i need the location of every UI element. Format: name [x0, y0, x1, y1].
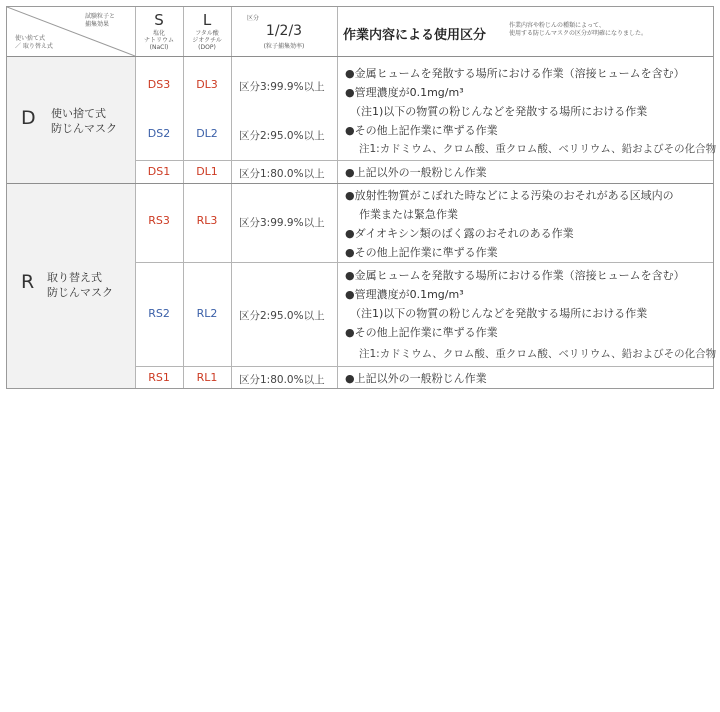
r-work-top-line2: 作業または緊急作業 — [359, 208, 458, 221]
code-rl2: RL2 — [196, 307, 218, 320]
r-work-line3: （注1)以下の物質の粉じんなどを発散する場所における作業 — [350, 307, 648, 320]
col-divider-3 — [231, 7, 232, 388]
code-dl2: DL2 — [196, 127, 218, 140]
header-divider — [7, 56, 713, 57]
r-work-note: 注1:カドミウム、クロム酸、重クロム酸、ベリリウム、鉛およびその化合物 — [359, 348, 717, 360]
efficiency-d1: 区分1:80.0%以上 — [239, 168, 325, 180]
efficiency-r1: 区分1:80.0%以上 — [239, 374, 325, 386]
header-l-sub1: フタル酸 — [195, 30, 219, 37]
section-r-name1: 取り替え式 — [47, 271, 102, 284]
efficiency-d3: 区分3:99.9%以上 — [239, 81, 325, 93]
r-work-top-line4: ●その他上記作業に準ずる作業 — [345, 246, 498, 259]
r-work-general: ●上記以外の一般粉じん作業 — [345, 372, 487, 385]
d-work-line1: ●金属ヒュームを発散する場所における作業（溶接ヒュームを含む） — [345, 67, 685, 80]
efficiency-r2: 区分2:95.0%以上 — [239, 310, 325, 322]
col-divider-4 — [337, 7, 338, 388]
r-work-line4: ●その他上記作業に準ずる作業 — [345, 326, 498, 339]
col-divider-1 — [135, 7, 136, 388]
header-usage-title: 作業内容による使用区分 — [343, 28, 487, 43]
row-divider-r1 — [135, 262, 713, 263]
code-rs1: RS1 — [148, 371, 170, 384]
r-work-line2: ●管理濃度が0.1mg/m³ — [345, 288, 464, 301]
section-r-letter: R — [21, 271, 35, 293]
d-work-note: 注1:カドミウム、クロム酸、重クロム酸、ベリリウム、鉛およびその化合物 — [359, 143, 717, 155]
section-divider — [7, 183, 713, 184]
r-work-top-line1: ●放射性物質がこぼれた時などによる汚染のおそれがある区域内の — [345, 189, 674, 202]
r-work-top-line3: ●ダイオキシン類のばく露のおそれのある作業 — [345, 227, 574, 240]
code-ds3: DS3 — [147, 78, 171, 91]
row-divider-r2 — [135, 366, 713, 367]
header-s-sub1: 塩化 — [152, 30, 165, 37]
code-rl1: RL1 — [196, 371, 218, 384]
code-ds2: DS2 — [147, 127, 171, 140]
d-work-line2: ●管理濃度が0.1mg/m³ — [345, 86, 464, 99]
header-class-top: 区分 — [247, 15, 260, 22]
header-s-letter: S — [154, 11, 164, 29]
d-work-general: ●上記以外の一般粉じん作業 — [345, 166, 487, 179]
d-work-line4: ●その他上記作業に準ずる作業 — [345, 124, 498, 137]
header-usage-note1: 作業内容や粉じんの種類によって、 — [509, 22, 605, 29]
row-divider-d1 — [135, 160, 713, 161]
header-l-sub3: (DOP) — [198, 44, 216, 51]
r-work-line1: ●金属ヒュームを発散する場所における作業（溶接ヒュームを含む） — [345, 269, 685, 282]
code-dl1: DL1 — [196, 165, 218, 178]
section-d-name1: 使い捨て式 — [51, 107, 106, 120]
header-l-sub2: ジオクチル — [192, 37, 222, 44]
header-s-sub3: (NaCl) — [149, 44, 169, 51]
header-usage-note2: 使用する防じんマスクの区分が明確になりました。 — [509, 30, 648, 37]
corner-collection-effect: 捕集効果 — [85, 21, 110, 28]
d-work-line3: （注1)以下の物質の粉じんなどを発散する場所における作業 — [350, 105, 648, 118]
corner-disposable: 使い捨て式 — [15, 35, 46, 42]
header-s-sub2: ナトリウム — [144, 37, 174, 44]
col-divider-2 — [183, 7, 184, 388]
code-ds1: DS1 — [147, 165, 171, 178]
corner-test-particle: 試験粒子と — [85, 13, 116, 20]
header-class-sub: (粒子捕集効率) — [263, 43, 305, 50]
code-rl3: RL3 — [196, 214, 218, 227]
section-r-name2: 防じんマスク — [47, 286, 113, 299]
dust-mask-classification-table — [6, 6, 717, 389]
section-d-letter: D — [21, 107, 36, 129]
efficiency-r3: 区分3:99.9%以上 — [239, 217, 325, 229]
header-class-main: 1/2/3 — [265, 23, 303, 39]
code-rs2: RS2 — [148, 307, 170, 320]
header-l-letter: L — [202, 11, 212, 29]
section-d-name2: 防じんマスク — [51, 122, 117, 135]
code-dl3: DL3 — [196, 78, 218, 91]
efficiency-d2: 区分2:95.0%以上 — [239, 130, 325, 142]
corner-replaceable: ／ 取り替え式 — [15, 43, 53, 50]
code-rs3: RS3 — [148, 214, 170, 227]
